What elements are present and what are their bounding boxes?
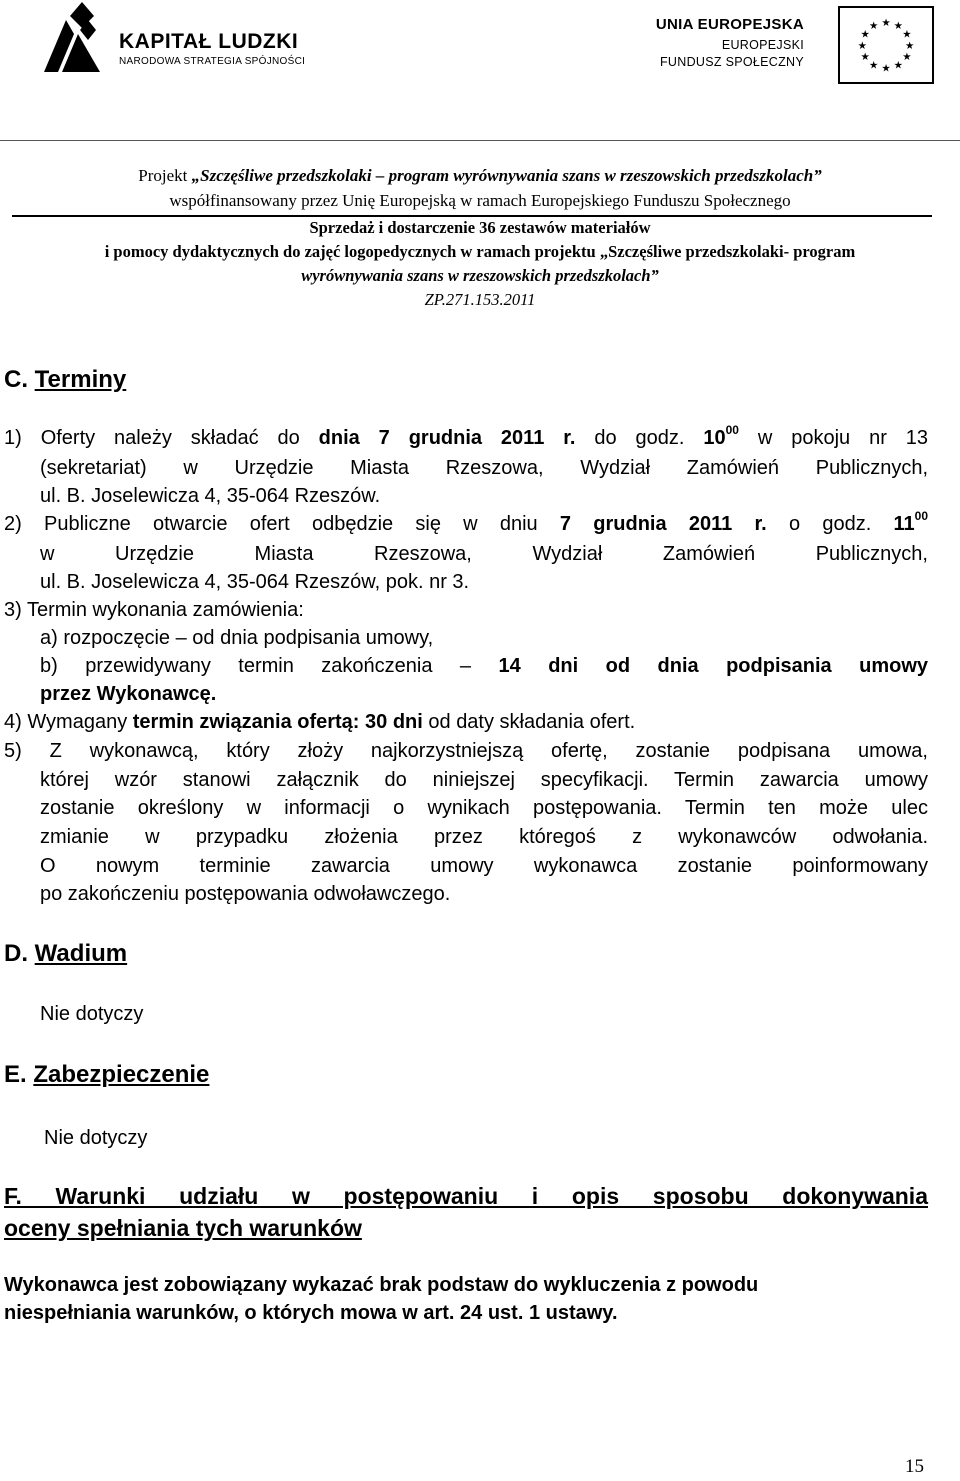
item-2-line1: 2) Publiczne otwarcie ofert odbędzie się w dniu 7 grudnia 2011 r. o godz. $11^{00}$ — [4, 509, 929, 535]
svg-text:★: ★ — [860, 28, 870, 41]
tender-title-line3: wyrównywania szans w rzeszowskich przedszkolach” — [301, 266, 659, 285]
svg-text:★: ★ — [860, 51, 870, 64]
header-rule — [12, 215, 932, 217]
project-title: Projekt „Szczęśliwe przedszkolaki – program wyrównywania szans w rzeszowskich przedszkolach” — [138, 166, 822, 185]
page-number: 15 — [905, 1456, 924, 1477]
item-5-line2: której wzór stanowi załącznik do niniejszej specyfikacji. Termin zawarcia umowy — [40, 769, 928, 791]
item-1-line1: 1) Oferty należy składać do dnia 7 grudnia 2011 r. do godz. $10^{00}$ w pokoju nr 13 — [4, 423, 929, 449]
item-3b-cont: przez Wykonawcę. — [40, 683, 217, 705]
kapital-ludzki-logo — [44, 0, 344, 90]
svg-text:★: ★ — [857, 39, 867, 52]
section-c-heading: C. Terminy — [4, 366, 127, 393]
item-5-line3: zostanie określony w informacji o wynikach postępowania. Termin ten może ulec — [40, 797, 928, 819]
eu-logo-line3: FUNDUSZ SPOŁECZNY — [659, 55, 804, 69]
item-2-line3: ul. B. Joselewicza 4, 35-064 Rzeszów, pok. nr 3. — [40, 571, 470, 593]
eu-logo-line2: EUROPEJSKI — [721, 38, 804, 52]
section-f-heading-line1: F. Warunki udziału w postępowaniu i opis sposobu dokonywania — [4, 1183, 928, 1209]
item-5-line1: 5) Z wykonawcą, który złoży najkorzystniejszą ofertę, zostanie podpisana umowa, — [4, 740, 928, 762]
svg-text:★: ★ — [868, 59, 879, 72]
item-3a: a) rozpoczęcie – od dnia podpisania umowy, — [40, 627, 434, 649]
svg-text:★: ★ — [893, 19, 904, 32]
svg-text:★: ★ — [868, 19, 879, 32]
section-f-body-line2: niespełniania warunków, o których mowa w art. 24 ust. 1 ustawy. — [4, 1302, 618, 1324]
item-1-line2: (sekretariat) w Urzędzie Miasta Rzeszowa, Wydział Zamówień Publicznych, — [40, 457, 928, 479]
header-divider — [0, 140, 960, 141]
section-e-heading: E. Zabezpieczenie — [4, 1061, 210, 1088]
item-5-line6: po zakończeniu postępowania odwoławczego. — [40, 883, 451, 905]
section-d-body: Nie dotyczy — [40, 1003, 144, 1025]
item-2-line2: w Urzędzie Miasta Rzeszowa, Wydział Zamówień Publicznych, — [40, 543, 928, 565]
eu-logo-line1: UNIA EUROPEJSKA — [655, 16, 804, 33]
reference-number: ZP.271.153.2011 — [424, 290, 536, 309]
svg-text:★: ★ — [902, 28, 912, 41]
svg-text:★: ★ — [902, 51, 912, 64]
svg-text:★: ★ — [893, 59, 904, 72]
item-3-line1: 3) Termin wykonania zamówienia: — [4, 599, 304, 621]
section-e-body: Nie dotyczy — [44, 1127, 148, 1149]
kapital-ludzki-emblem-icon — [44, 2, 100, 76]
svg-text:★: ★ — [881, 17, 891, 30]
kapital-ludzki-subtitle: NARODOWA STRATEGIA SPÓJNOŚCI — [119, 56, 306, 67]
svg-text:★: ★ — [905, 39, 915, 52]
section-f-body-line1: Wykonawca jest zobowiązany wykazać brak podstaw do wykluczenia z powodu — [4, 1274, 759, 1296]
section-d-heading: D. Wadium — [4, 940, 128, 967]
item-5-line4: zmianie w przypadku złożenia przez któregoś z wykonawców odwołania. — [40, 826, 928, 848]
tender-title-line2: i pomocy dydaktycznych do zajęć logopedycznych w ramach projektu „Szczęśliwe przedszkolaki- program — [104, 242, 856, 261]
cofinanced-line: współfinansowany przez Unię Europejską w ramach Europejskiego Funduszu Społecznego — [169, 191, 791, 210]
section-f-heading-line2: oceny spełniania tych warunków — [4, 1215, 362, 1241]
item-5-line5: O nowym terminie zawarcia umowy wykonawca zostanie poinformowany — [40, 855, 928, 877]
tender-title-line1: Sprzedaż i dostarczenie 36 zestawów materiałów — [309, 218, 651, 237]
eu-flag-icon — [838, 6, 934, 84]
svg-text:★: ★ — [881, 62, 891, 75]
item-4: 4) Wymagany termin związania ofertą: 30 dni od daty składania ofert. — [4, 711, 636, 733]
item-1-line3: ul. B. Joselewicza 4, 35-064 Rzeszów. — [40, 485, 381, 507]
item-3b: b) przewidywany termin zakończenia – 14 dni od dnia podpisania umowy — [40, 655, 929, 677]
kapital-ludzki-name: KAPITAŁ LUDZKI — [119, 30, 299, 53]
eu-logo — [650, 6, 940, 86]
